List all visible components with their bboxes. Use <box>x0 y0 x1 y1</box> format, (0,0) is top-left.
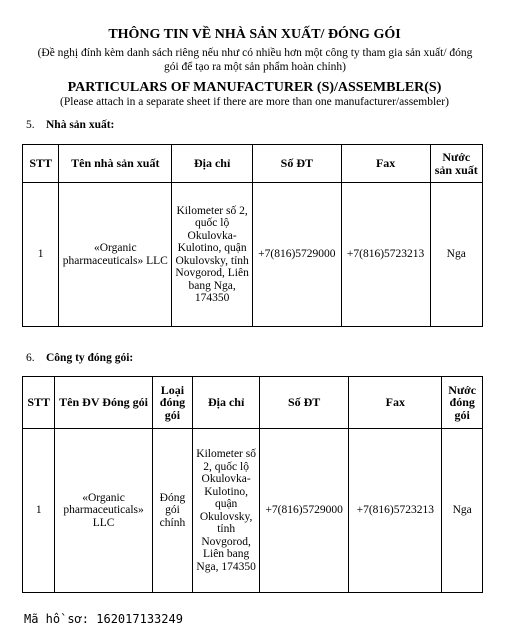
note-vietnamese: (Đề nghị đính kèm danh sách riêng nếu như có nhiều hơn một công ty tham gia sản xuất/ đóng gói để tạo ra một sản phẩm hoàn chỉnh) <box>37 47 473 73</box>
cell-phone: +7(816)5729000 <box>260 429 349 593</box>
header-packager-name: Tên ĐV Đóng gói <box>55 377 152 429</box>
header-country: Nước sản xuất <box>430 145 483 183</box>
header-country: Nước đóng gói <box>442 377 483 429</box>
header-fax: Fax <box>349 377 442 429</box>
title-english: PARTICULARS OF MANUFACTURER (S)/ASSEMBLER(S) <box>67 80 442 95</box>
cell-address: Kilometer số 2, quốc lộ Okulovka-Kulotino, quận Okulovsky, tỉnh Novgorod, Liên bang Nga, 174350 <box>172 183 253 327</box>
manufacturer-table <box>22 144 483 327</box>
section-6-number: 6. <box>26 352 35 364</box>
table-row <box>23 429 483 593</box>
header-phone: Số ĐT <box>252 145 341 183</box>
record-code: Mã hồ sơ: 162017133249 <box>24 612 183 626</box>
title-vietnamese: THÔNG TIN VỀ NHÀ SẢN XUẤT/ ĐÓNG GÓI <box>108 27 401 42</box>
cell-packaging-type: Đóng gói chính <box>152 429 193 593</box>
header-address: Địa chỉ <box>193 377 260 429</box>
cell-fax: +7(816)5723213 <box>341 183 430 327</box>
packager-table <box>22 376 483 593</box>
table-header-row <box>23 145 483 183</box>
note-english: (Please attach in a separate sheet if there are more than one manufacturer/assembler) <box>60 96 449 108</box>
cell-packager-name: «Organic pharmaceuticals» LLC <box>55 429 152 593</box>
header-stt: STT <box>23 377 55 429</box>
table-row <box>23 183 483 327</box>
table-header-row <box>23 377 483 429</box>
header-fax: Fax <box>341 145 430 183</box>
cell-stt: 1 <box>23 429 55 593</box>
header-stt: STT <box>23 145 59 183</box>
section-6-title: Công ty đóng gói: <box>46 352 134 364</box>
cell-manufacturer-name: «Organic pharmaceuticals» LLC <box>59 183 172 327</box>
section-5-number: 5. <box>26 119 35 131</box>
header-packaging-type: Loại đóng gói <box>152 377 193 429</box>
cell-country: Nga <box>442 429 483 593</box>
cell-address: Kilometer số 2, quốc lộ Okulovka-Kulotino, quận Okulovsky, tỉnh Novgorod, Liên bang Nga, 174350 <box>193 429 260 593</box>
header-address: Địa chỉ <box>172 145 253 183</box>
section-6-heading <box>26 352 133 364</box>
header-manufacturer-name: Tên nhà sản xuất <box>59 145 172 183</box>
cell-phone: +7(816)5729000 <box>252 183 341 327</box>
cell-country: Nga <box>430 183 483 327</box>
header-phone: Số ĐT <box>260 377 349 429</box>
cell-fax: +7(816)5723213 <box>349 429 442 593</box>
cell-stt: 1 <box>23 183 59 327</box>
section-5-heading <box>26 119 114 131</box>
section-5-title: Nhà sản xuất: <box>46 119 115 131</box>
